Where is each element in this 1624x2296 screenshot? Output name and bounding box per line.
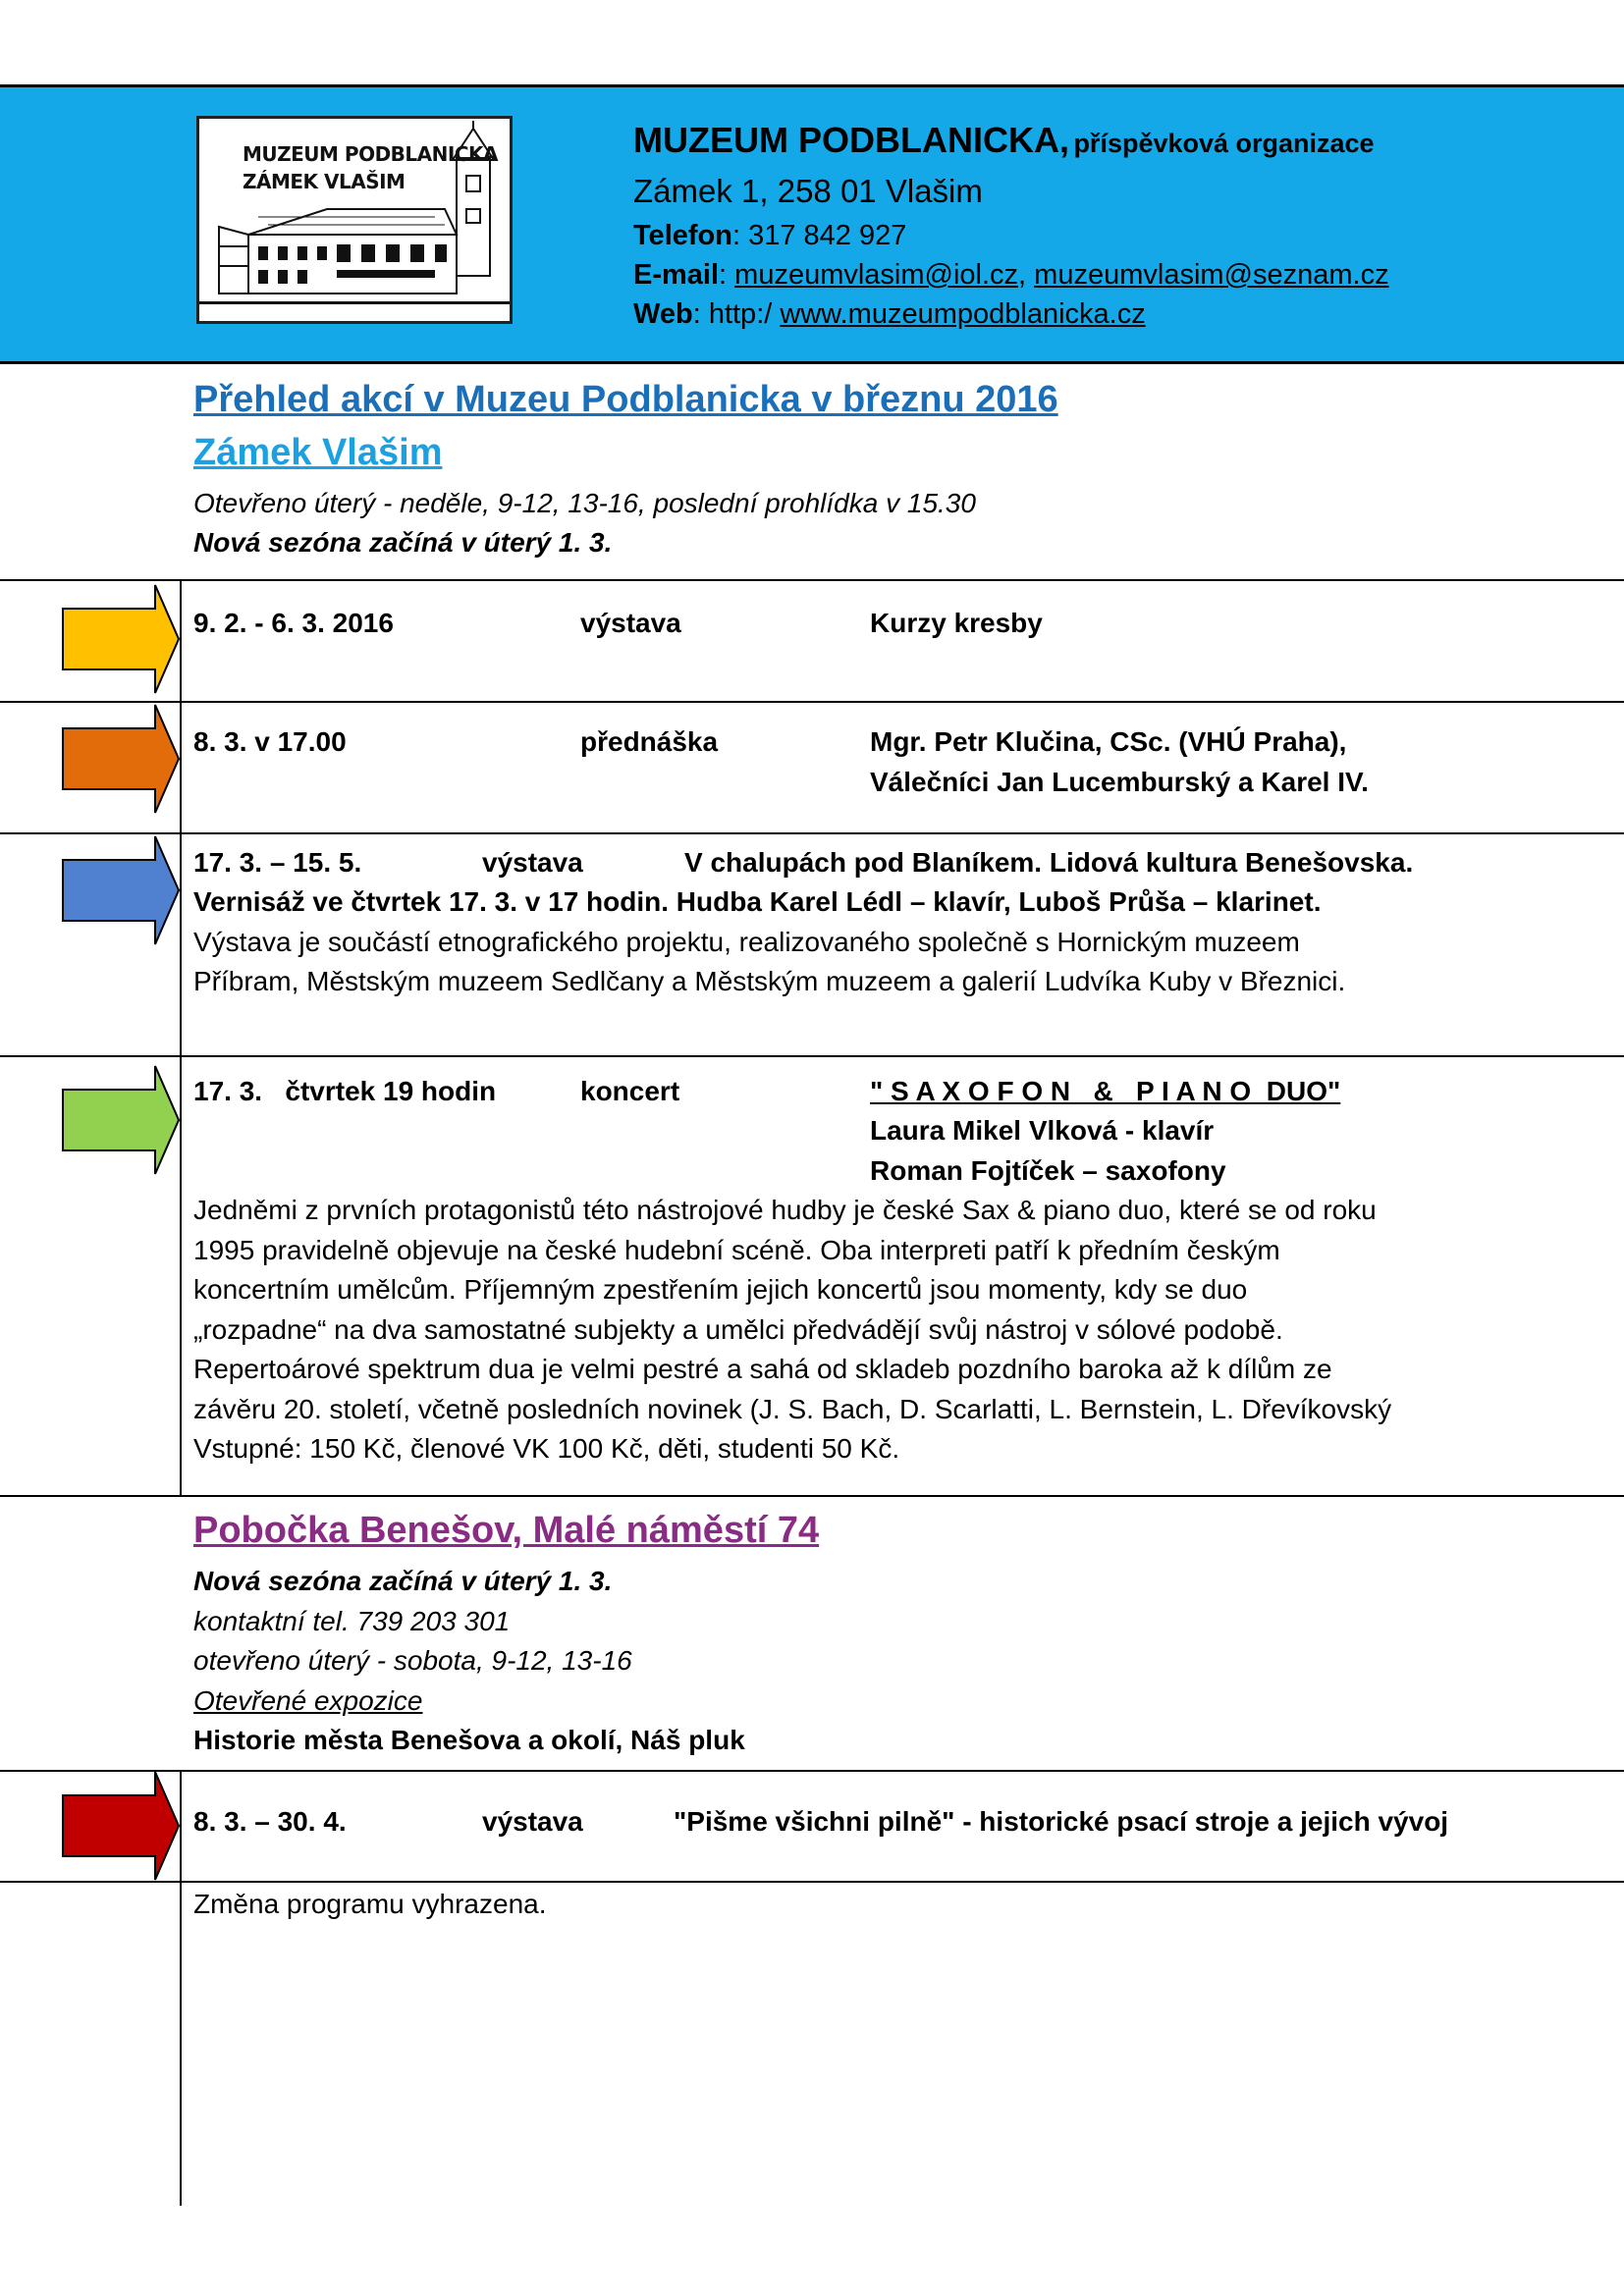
email-link-2[interactable]: muzeumvlasim@seznam.cz [1034,259,1389,291]
castle-drawing-icon [199,119,510,321]
event-4-description-line: 1995 pravidelně objevuje na české hudební scéně. Oba interpreti patří k předním českým [193,1235,1280,1265]
event-4-performer-2: Roman Fojtíček – saxofony [870,1155,1226,1186]
divider [0,1495,1624,1497]
address: Zámek 1, 258 01 Vlašim [633,173,983,209]
divider [0,701,1624,703]
org-type: příspěvková organizace [1073,129,1375,158]
divider [0,1881,1624,1883]
footer-note: Změna programu vyhrazena. [193,1889,547,1919]
event-4-admission: Vstupné: 150 Kč, členové VK 100 Kč, děti, studenti 50 Kč. [193,1433,900,1464]
benesov-phone: kontaktní tel. 739 203 301 [193,1606,511,1636]
event-1-title: Kurzy kresby [870,608,1043,638]
event-3-vernissage: Vernisáž ve čtvrtek 17. 3. v 17 hodin. Hudba Karel Lédl – klavír, Luboš Průša – klarinet. [193,886,1322,917]
green-arrow-icon [61,1064,181,1176]
web-prefix: : http:/ [692,298,773,330]
event-2-type: přednáška [580,726,719,757]
phone-number: : 317 842 927 [731,220,907,251]
web-line [633,298,1146,331]
event-3-date: 17. 3. – 15. 5. [193,847,362,878]
event-4-description-line: „rozpadne“ na dva samostatné subjekty a umělci předvádějí svůj nástroj v sólové podobě. [193,1314,1283,1345]
museum-logo [196,116,513,324]
benesov-season-start: Nová sezóna začíná v úterý 1. 3. [193,1566,613,1596]
event-5-date: 8. 3. – 30. 4. [193,1806,347,1837]
org-name: MUZEUM PODBLANICKA, [633,120,1069,160]
event-5-title: "Pišme všichni pilně" - historické psací stroje a jejich vývoj [674,1806,1449,1837]
vlasim-season-start: Nová sezóna začíná v úterý 1. 3. [193,527,613,558]
event-1-date: 9. 2. - 6. 3. 2016 [193,608,394,638]
divider [0,1770,1624,1772]
web-label: Web [633,298,693,330]
event-3-description-line2: Příbram, Městským muzeem Sedlčany a Městským muzeem a galerií Ludvíka Kuby v Březnici. [193,966,1346,996]
event-4-date: 17. 3. čtvrtek 19 hodin [193,1076,497,1106]
email-separator: : [719,259,728,291]
benesov-opening-hours: otevřeno úterý - sobota, 9-12, 13-16 [193,1645,632,1676]
page-title: Přehled akcí v Muzeu Podblanicka v březnu 2016 [193,379,1058,420]
phone-label: Telefon [633,220,732,251]
divider [0,1055,1624,1057]
orange-arrow-icon [61,703,181,815]
email-label: E-mail [633,259,720,291]
blue-arrow-icon [61,834,181,946]
event-5-type: výstava [482,1806,583,1837]
divider [0,579,1624,581]
section-title-benesov: Pobočka Benešov, Malé náměstí 74 [193,1510,820,1551]
logo-text-line1: MUZEUM PODBLANICKA [243,142,498,166]
email-comma: , [1018,259,1027,291]
vlasim-opening-hours: Otevřeno úterý - neděle, 9-12, 13-16, poslední prohlídka v 15.30 [193,488,976,518]
event-1-type: výstava [580,608,681,638]
yellow-arrow-icon [61,583,181,695]
email-link-1[interactable]: muzeumvlasim@iol.cz [734,259,1019,291]
event-2-title-line1: Mgr. Petr Klučina, CSc. (VHÚ Praha), [870,726,1347,757]
event-2-date: 8. 3. v 17.00 [193,726,347,757]
phone-line [633,220,906,252]
email-line [633,259,1389,292]
event-4-description-line: koncertním umělcům. Příjemným zpestřením jejich koncertů jsou momenty, kdy se duo [193,1274,1248,1305]
red-arrow-icon [61,1770,181,1882]
event-4-description-line: Jedněmi z prvních protagonistů této nástrojové hudby je české Sax & piano duo, které se od roku [193,1195,1377,1225]
benesov-expo-list: Historie města Benešova a okolí, Náš pluk [193,1725,745,1755]
event-3-title: V chalupách pod Blaníkem. Lidová kultura Benešovska. [684,847,1414,878]
web-link[interactable]: www.muzeumpodblanicka.cz [780,298,1146,330]
event-2-title-line2: Válečníci Jan Lucemburský a Karel IV. [870,767,1369,797]
org-title [633,120,1375,161]
section-title-zamek-vlasim: Zámek Vlašim [193,432,443,473]
divider [0,832,1624,834]
event-4-performer-1: Laura Mikel Vlková - klavír [870,1115,1215,1146]
event-4-type: koncert [580,1076,680,1106]
benesov-expo-label: Otevřené expozice [193,1685,423,1716]
event-4-title: " S A X O F O N & P I A N O DUO" [870,1076,1341,1106]
event-4-description-line: závěru 20. století, včetně posledních novinek (J. S. Bach, D. Scarlatti, L. Bernstein, L. Dřevíkovský [193,1394,1392,1424]
logo-text-line2: ZÁMEK VLAŠIM [243,170,406,193]
event-3-description-line1: Výstava je součástí etnografického projektu, realizovaného společně s Hornickým muzeem [193,927,1300,957]
event-3-type: výstava [482,847,583,878]
event-4-description-line: Repertoárové spektrum dua je velmi pestré a sahá od skladeb pozdního baroka až k dílům ze [193,1354,1332,1384]
